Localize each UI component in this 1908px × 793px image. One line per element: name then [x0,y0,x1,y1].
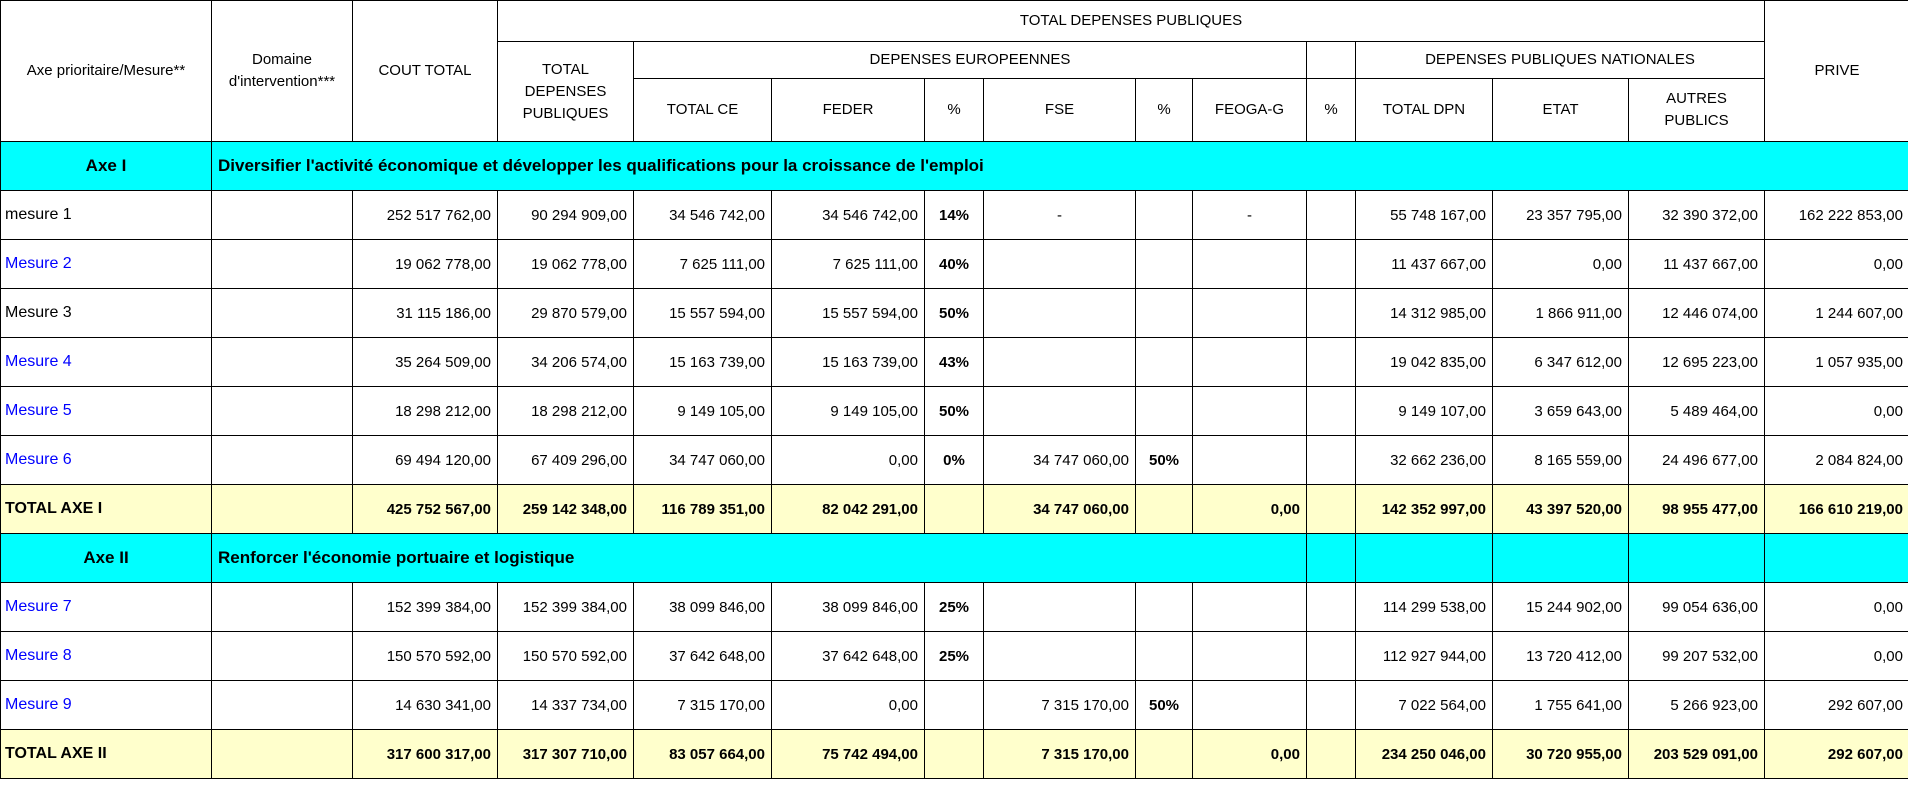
axe-title: Renforcer l'économie portuaire et logistique [212,534,1193,583]
cout-total-cell: 31 115 186,00 [353,289,498,338]
pct-feoga-cell [1307,289,1356,338]
domaine-cell [212,338,353,387]
table-row [1,681,1908,730]
header-blank [1307,42,1356,79]
axe-label: Axe I [1,142,212,191]
pct-feoga-cell [1307,387,1356,436]
total-dpn-cell: 9 149 107,00 [1356,387,1493,436]
etat-cell: 1 755 641,00 [1493,681,1629,730]
table-row [1,583,1908,632]
autres-publics-cell: 12 446 074,00 [1629,289,1765,338]
header-depenses-publiques-nationales: DEPENSES PUBLIQUES NATIONALES [1356,42,1765,79]
fse-cell [984,583,1136,632]
header-total-dpn: TOTAL DPN [1356,79,1493,142]
total-etat-cell: 43 397 520,00 [1493,485,1629,534]
pct-feoga-cell [1307,191,1356,240]
total-depenses-publiques-cell: 19 062 778,00 [498,240,634,289]
etat-cell: 3 659 643,00 [1493,387,1629,436]
total-row [1,730,1908,779]
header-feoga: FEOGA-G [1193,79,1307,142]
feder-cell: 34 546 742,00 [772,191,925,240]
total-feder-cell: 75 742 494,00 [772,730,925,779]
feder-cell: 15 163 739,00 [772,338,925,387]
prive-cell: 1 057 935,00 [1765,338,1908,387]
mesure-name[interactable]: Mesure 9 [1,681,212,730]
header-depenses-europeennes: DEPENSES EUROPEENNES [634,42,1307,79]
total-total-dpn-cell: 142 352 997,00 [1356,485,1493,534]
table-row [1,240,1908,289]
total-fse-cell: 7 315 170,00 [984,730,1136,779]
pct-feder-cell: 25% [925,632,984,681]
total-pct-feoga-cell [1307,485,1356,534]
total-pct-feder-cell [925,485,984,534]
total-ce-cell: 34 546 742,00 [634,191,772,240]
autres-publics-cell: 5 489 464,00 [1629,387,1765,436]
cout-total-cell: 18 298 212,00 [353,387,498,436]
feoga-cell [1193,632,1307,681]
total-ce-cell: 34 747 060,00 [634,436,772,485]
domaine-cell [212,681,353,730]
header-prive: PRIVE [1765,1,1908,142]
pct-feder-cell: 43% [925,338,984,387]
pct-feder-cell: 14% [925,191,984,240]
total-depenses-publiques-cell: 34 206 574,00 [498,338,634,387]
total-total-ce-cell: 83 057 664,00 [634,730,772,779]
fse-cell: 34 747 060,00 [984,436,1136,485]
mesure-name[interactable]: Mesure 2 [1,240,212,289]
pct-feder-cell: 40% [925,240,984,289]
domaine-cell [212,191,353,240]
table-row [1,436,1908,485]
header-etat: ETAT [1493,79,1629,142]
total-pct-fse-cell [1136,730,1193,779]
pct-feoga-cell [1307,681,1356,730]
total-ce-cell: 7 625 111,00 [634,240,772,289]
mesure-name: Mesure 3 [1,289,212,338]
total-ce-cell: 7 315 170,00 [634,681,772,730]
feder-cell: 9 149 105,00 [772,387,925,436]
header-pct-feoga: % [1307,79,1356,142]
feoga-cell [1193,583,1307,632]
feder-cell: 15 557 594,00 [772,289,925,338]
feoga-cell [1193,338,1307,387]
mesure-name: mesure 1 [1,191,212,240]
total-depenses-publiques-cell: 152 399 384,00 [498,583,634,632]
total-depenses-publiques-cell: 150 570 592,00 [498,632,634,681]
table-row [1,387,1908,436]
feoga-cell: - [1193,191,1307,240]
cout-total-cell: 19 062 778,00 [353,240,498,289]
total-feoga-cell: 0,00 [1193,730,1307,779]
prive-cell: 162 222 853,00 [1765,191,1908,240]
feoga-cell [1193,240,1307,289]
header-pct-feder: % [925,79,984,142]
total-prive-cell: 166 610 219,00 [1765,485,1908,534]
header-axe-mesure: Axe prioritaire/Mesure** [1,1,212,142]
pct-fse-cell [1136,583,1193,632]
etat-cell: 1 866 911,00 [1493,289,1629,338]
total-dpn-cell: 7 022 564,00 [1356,681,1493,730]
total-total-depenses-publiques-cell: 259 142 348,00 [498,485,634,534]
total-dpn-cell: 112 927 944,00 [1356,632,1493,681]
prive-cell: 1 244 607,00 [1765,289,1908,338]
total-depenses-publiques-cell: 29 870 579,00 [498,289,634,338]
pct-fse-cell [1136,289,1193,338]
header-total-depenses-publiques: TOTAL DEPENSES PUBLIQUES [498,42,634,142]
table-row [1,289,1908,338]
header-fse: FSE [984,79,1136,142]
feoga-cell [1193,681,1307,730]
total-fse-cell: 34 747 060,00 [984,485,1136,534]
total-feder-cell: 82 042 291,00 [772,485,925,534]
total-depenses-publiques-cell: 18 298 212,00 [498,387,634,436]
mesure-name[interactable]: Mesure 5 [1,387,212,436]
cout-total-cell: 69 494 120,00 [353,436,498,485]
total-prive-cell: 292 607,00 [1765,730,1908,779]
total-domaine-cell [212,730,353,779]
header-cout-total: COUT TOTAL [353,1,498,142]
prive-cell: 292 607,00 [1765,681,1908,730]
total-ce-cell: 9 149 105,00 [634,387,772,436]
total-cout-total-cell: 425 752 567,00 [353,485,498,534]
total-mesure-name: TOTAL AXE I [1,485,212,534]
etat-cell: 15 244 902,00 [1493,583,1629,632]
autres-publics-cell: 99 054 636,00 [1629,583,1765,632]
total-total-dpn-cell: 234 250 046,00 [1356,730,1493,779]
fse-cell: - [984,191,1136,240]
pct-fse-cell [1136,387,1193,436]
total-dpn-cell: 14 312 985,00 [1356,289,1493,338]
autres-publics-cell: 12 695 223,00 [1629,338,1765,387]
pct-fse-cell [1136,632,1193,681]
pct-fse-cell: 50% [1136,681,1193,730]
total-pct-fse-cell [1136,485,1193,534]
prive-cell: 0,00 [1765,583,1908,632]
fse-cell: 7 315 170,00 [984,681,1136,730]
pct-feder-cell [925,681,984,730]
feoga-cell [1193,289,1307,338]
feder-cell: 0,00 [772,681,925,730]
etat-cell: 0,00 [1493,240,1629,289]
total-etat-cell: 30 720 955,00 [1493,730,1629,779]
cout-total-cell: 252 517 762,00 [353,191,498,240]
total-total-ce-cell: 116 789 351,00 [634,485,772,534]
cout-total-cell: 14 630 341,00 [353,681,498,730]
mesure-name[interactable]: Mesure 4 [1,338,212,387]
fse-cell [984,240,1136,289]
pct-feoga-cell [1307,632,1356,681]
prive-cell: 0,00 [1765,387,1908,436]
prive-cell: 2 084 824,00 [1765,436,1908,485]
axe-label: Axe II [1,534,212,583]
total-ce-cell: 38 099 846,00 [634,583,772,632]
feoga-cell [1193,387,1307,436]
total-autres-publics-cell: 203 529 091,00 [1629,730,1765,779]
feder-cell: 38 099 846,00 [772,583,925,632]
autres-publics-cell: 11 437 667,00 [1629,240,1765,289]
prive-cell: 0,00 [1765,240,1908,289]
total-dpn-cell: 32 662 236,00 [1356,436,1493,485]
total-row [1,485,1908,534]
total-pct-feoga-cell [1307,730,1356,779]
total-dpn-cell: 114 299 538,00 [1356,583,1493,632]
total-dpn-cell: 55 748 167,00 [1356,191,1493,240]
axe-row [1,534,1908,583]
cout-total-cell: 35 264 509,00 [353,338,498,387]
pct-fse-cell [1136,191,1193,240]
total-pct-feder-cell [925,730,984,779]
pct-feoga-cell [1307,436,1356,485]
feder-cell: 7 625 111,00 [772,240,925,289]
header-domaine: Domaine d'intervention*** [212,1,353,142]
etat-cell: 23 357 795,00 [1493,191,1629,240]
mesure-name[interactable]: Mesure 8 [1,632,212,681]
fse-cell [984,289,1136,338]
total-depenses-publiques-cell: 14 337 734,00 [498,681,634,730]
total-mesure-name: TOTAL AXE II [1,730,212,779]
pct-feoga-cell [1307,240,1356,289]
fse-cell [984,338,1136,387]
total-domaine-cell [212,485,353,534]
autres-publics-cell: 24 496 677,00 [1629,436,1765,485]
autres-publics-cell: 99 207 532,00 [1629,632,1765,681]
etat-cell: 13 720 412,00 [1493,632,1629,681]
total-depenses-publiques-cell: 90 294 909,00 [498,191,634,240]
domaine-cell [212,583,353,632]
domaine-cell [212,632,353,681]
pct-feder-cell: 25% [925,583,984,632]
pct-fse-cell: 50% [1136,436,1193,485]
feder-cell: 37 642 648,00 [772,632,925,681]
total-ce-cell: 15 557 594,00 [634,289,772,338]
pct-feoga-cell [1307,338,1356,387]
pct-feoga-cell [1307,583,1356,632]
prive-cell: 0,00 [1765,632,1908,681]
domaine-cell [212,436,353,485]
pct-feder-cell: 50% [925,387,984,436]
axe-title: Diversifier l'activité économique et développer les qualifications pour la croissance de l'emploi [212,142,1629,191]
feder-cell: 0,00 [772,436,925,485]
etat-cell: 6 347 612,00 [1493,338,1629,387]
header-pct-fse: % [1136,79,1193,142]
table-row [1,632,1908,681]
table-row [1,338,1908,387]
fse-cell [984,387,1136,436]
fse-cell [984,632,1136,681]
header-total-depenses-publiques-group: TOTAL DEPENSES PUBLIQUES [498,1,1765,42]
autres-publics-cell: 5 266 923,00 [1629,681,1765,730]
header-autres-publics: AUTRES PUBLICS [1629,79,1765,142]
total-dpn-cell: 19 042 835,00 [1356,338,1493,387]
axe-row [1,142,1908,191]
total-ce-cell: 37 642 648,00 [634,632,772,681]
domaine-cell [212,289,353,338]
etat-cell: 8 165 559,00 [1493,436,1629,485]
total-depenses-publiques-cell: 67 409 296,00 [498,436,634,485]
cout-total-cell: 150 570 592,00 [353,632,498,681]
autres-publics-cell: 32 390 372,00 [1629,191,1765,240]
total-autres-publics-cell: 98 955 477,00 [1629,485,1765,534]
mesure-name[interactable]: Mesure 6 [1,436,212,485]
total-cout-total-cell: 317 600 317,00 [353,730,498,779]
total-ce-cell: 15 163 739,00 [634,338,772,387]
table-row [1,191,1908,240]
cout-total-cell: 152 399 384,00 [353,583,498,632]
pct-fse-cell [1136,338,1193,387]
total-total-depenses-publiques-cell: 317 307 710,00 [498,730,634,779]
pct-fse-cell [1136,240,1193,289]
domaine-cell [212,240,353,289]
pct-feder-cell: 0% [925,436,984,485]
mesure-name[interactable]: Mesure 7 [1,583,212,632]
total-feoga-cell: 0,00 [1193,485,1307,534]
header-total-ce: TOTAL CE [634,79,772,142]
pct-feder-cell: 50% [925,289,984,338]
domaine-cell [212,387,353,436]
total-dpn-cell: 11 437 667,00 [1356,240,1493,289]
header-feder: FEDER [772,79,925,142]
feoga-cell [1193,436,1307,485]
